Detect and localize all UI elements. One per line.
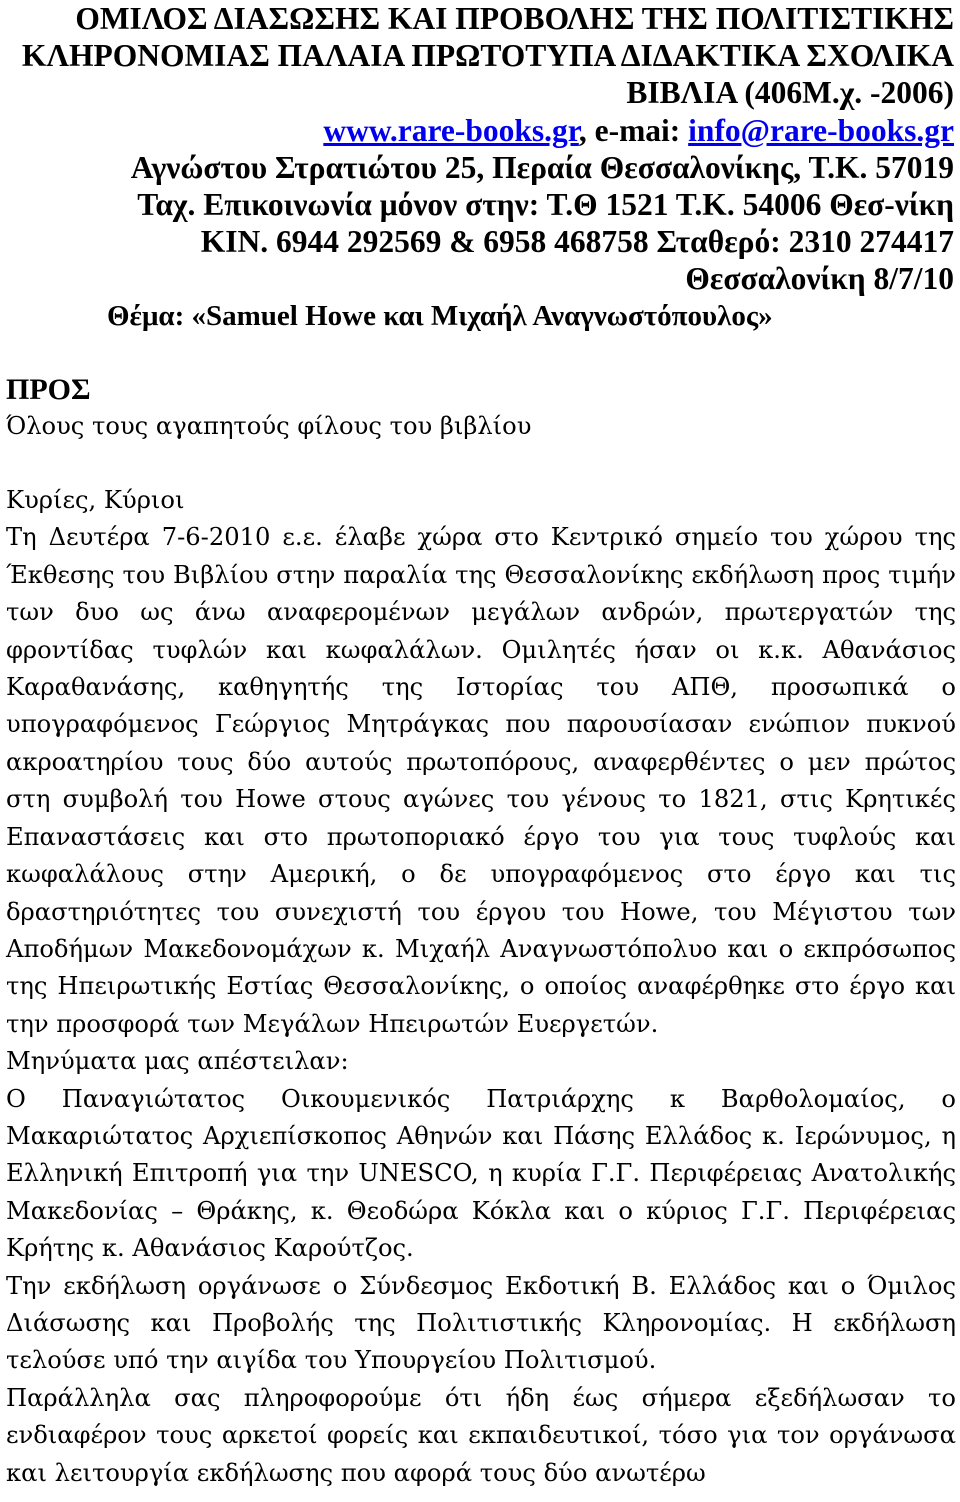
place-date: Θεσσαλονίκη 8/7/10	[685, 261, 954, 297]
contact-line	[6, 112, 954, 149]
salutation: Κυρίες, Κύριοι	[6, 486, 185, 515]
address-line: Αγνώστου Στρατιώτου 25, Περαία Θεσσαλονίκης, Τ.Κ. 57019	[130, 149, 954, 185]
org-name-line-2: ΚΛΗΡΟΝΟΜΙΑΣ ΠΑΛΑΙΑ ΠΡΩΤΟΤΥΠΑ ΔΙΔΑΚΤΙΚΑ ΣΧΟΛΙΚΑ	[21, 38, 954, 74]
paragraph-event: Τη Δευτέρα 7-6-2010 ε.ε. έλαβε χώρα στο Κεντρικό σημείο του χώρου της Έκθεσης του Βιβλίου στην παραλία της Θεσσαλονίκης εκδήλωση προς τιμήν των δυο ως άνω αναφερομένων μεγάλων ανδρών, πρωτεργατών της φροντίδας τυφλών και κωφαλάλων. Ομιλητές ήσαν οι κ.κ. Αθανάσιος Καραθανάσης, καθηγητής της Ιστορίας του ΑΠΘ, προσωπικά ο υπογραφόμενος Γεώργιος Μητράγκας που παρουσίασαν ενώπιον πυκνού ακροατηρίου τους δύο αυτούς πρωτοπόρους, αναφερθέντες ο μεν πρώτος στη συμβολή του Howe στους αγώνες του γένους το 1821, στις Κρητικές Επαναστάσεις και στο πρωτοποριακό έργο του για τους τυφλούς και κωφαλάλους στην Αμερική, ο δε υπογραφόμενος στο έργο και τις δραστηριότητες του συνεχιστή του έργου του Howe, του Μέγιστου των Αποδήμων Μακεδονομάχων κ. Μιχαήλ Αναγνωστόπολυο και ο εκπρόσωπος της Ηπειρωτικής Εστίας Θεσσαλονίκης, ο οποίος αναφέρθηκε στο έργο και την προσφορά των Μεγάλων Ηπειρωτών Ευεργετών.	[6, 523, 956, 1038]
email-label: , e-mai:	[578, 112, 689, 148]
messages-label: Μηνύματα μας απέστειλαν:	[6, 1047, 349, 1076]
letterhead	[6, 0, 956, 298]
org-name-line-3: ΒΙΒΛΙΑ (406Μ.χ. -2006)	[626, 75, 954, 111]
paragraph-interest: Παράλληλα σας πληροφορούμε ότι ήδη έως σήμερα εξεδήλωσαν το ενδιαφέρον τους αρκετοί φορείς και εκπαιδευτικοί, τόσο για τον οργάνωσα και λειτουργία εκδήλωσης που αφορά τους δύο ανωτέρω	[6, 1383, 956, 1487]
paragraph-messages: Ο Παναγιώτατος Οικουμενικός Πατριάρχης κ Βαρθολομαίος, ο Μακαριώτατος Αρχιεπίσκοπος Αθηνών και Πάσης Ελλάδος κ. Ιερώνυμος, η Ελληνική Επιτροπή για την UNESCO, η κυρία Γ.Γ. Περιφέρειας Ανατολικής Μακεδονίας – Θράκης, κ. Θεοδώρα Κόκλα και ο κύριος Γ.Γ. Περιφέρειας Κρήτης κ. Αθανάσιος Καρούτζος.	[6, 1084, 956, 1263]
email-link[interactable]: info@rare-books.gr	[688, 112, 954, 148]
letter-page	[6, 0, 956, 1492]
recipient-text: Όλους τους αγαπητούς φίλους του βιβλίου	[6, 411, 532, 440]
paragraph-organizers: Την εκδήλωση οργάνωσε ο Σύνδεσμος Εκδοτική Β. Ελλάδος και ο Όμιλος Διάσωσης και Προβολής της Πολιτιστικής Κληρονομίας. Η εκδήλωση τελούσε υπό την αιγίδα του Υπουργείου Πολιτισμού.	[6, 1271, 956, 1375]
postal-address-line: Ταχ. Επικοινωνία μόνον στην: Τ.Θ 1521 Τ.Κ. 54006 Θεσ-νίκη	[137, 187, 954, 223]
subject-line: Θέμα: «Samuel Howe και Μιχαήλ Αναγνωστόπουλος»	[107, 299, 773, 332]
website-link[interactable]: www.rare-books.gr	[323, 112, 579, 148]
recipient-label: ΠΡΟΣ	[6, 372, 91, 406]
phone-line: ΚΙΝ. 6944 292569 & 6958 468758 Σταθερό: 2310 274417	[200, 224, 954, 260]
org-name-line-1: ΟΜΙΛΟΣ ΔΙΑΣΩΣΗΣ ΚΑΙ ΠΡΟΒΟΛΗΣ ΤΗΣ ΠΟΛΙΤΙΣΤΙΚΗΣ	[75, 1, 954, 36]
